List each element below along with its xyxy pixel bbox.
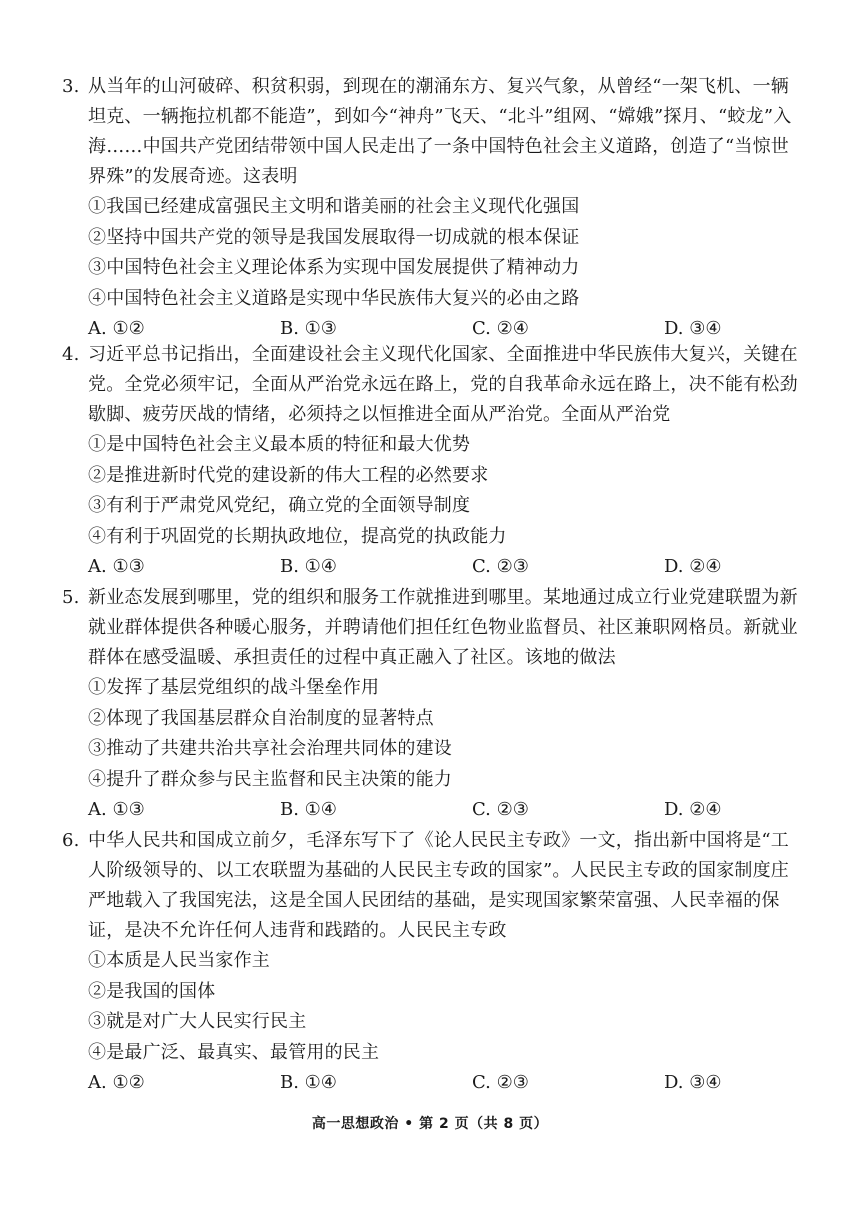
statement-3: ③就是对广大人民实行民主 bbox=[88, 1011, 307, 1032]
question-5 bbox=[62, 583, 802, 825]
option-c[interactable]: C. ②③ bbox=[472, 556, 529, 577]
statement-3: ③有利于严肃党风党纪，确立党的全面领导制度 bbox=[88, 495, 471, 516]
option-a[interactable]: A. ①② bbox=[88, 318, 145, 339]
statement-2: ②坚持中国共产党的领导是我国发展取得一切成就的根本保证 bbox=[88, 226, 580, 248]
question-text: 从当年的山河破碎、积贫积弱，到现在的潮涌东方、复兴气象，从曾经“一架飞机、一辆坦克、一辆拖拉机都不能造”，到如今“神舟”飞天、“北斗”组网、“嫦娥”探月、“蛟龙”入海……中国共产党团结带领中国人民走出了一条中国特色社会主义道路，创造了“当惊世界殊”的发展奇迹。这表明 bbox=[88, 76, 792, 187]
page-footer: 高一思想政治 • 第 2 页（共 8 页） bbox=[311, 1116, 549, 1132]
answer-options bbox=[62, 552, 802, 582]
question-text: 习近平总书记指出，全面建设社会主义现代化国家、全面推进中华民族伟大复兴，关键在党。全党必须牢记，全面从严治党永远在路上，党的自我革命永远在路上，决不能有松劲歇脚、疲劳厌战的情绪，必须持之以恒推进全面从严治党。全面从严治党 bbox=[88, 344, 798, 425]
option-c[interactable]: C. ②③ bbox=[472, 1072, 529, 1093]
option-d[interactable]: D. ③④ bbox=[664, 1072, 722, 1093]
option-b[interactable]: B. ①④ bbox=[280, 1072, 337, 1093]
answer-options bbox=[62, 795, 802, 825]
statement-1: ①本质是人民当家作主 bbox=[88, 950, 270, 971]
question-stem bbox=[62, 340, 802, 430]
answer-options bbox=[62, 1068, 802, 1098]
question-number: 4. bbox=[62, 344, 80, 365]
question-stem bbox=[62, 72, 802, 192]
option-a[interactable]: A. ①③ bbox=[88, 556, 145, 577]
question-text: 中华人民共和国成立前夕，毛泽东写下了《论人民民主专政》一文，指出新中国将是“工人阶级领导的、以工农联盟为基础的人民民主专政的国家”。人民民主专政的国家制度庄严地载入了我国宪法，这是全国人民团结的基础，是实现国家繁荣富强、人民幸福的保证，是决不允许任何人违背和践踏的。人民民主专政 bbox=[88, 830, 789, 941]
option-c[interactable]: C. ②④ bbox=[472, 318, 529, 339]
statement-2: ②是我国的国体 bbox=[88, 980, 216, 1002]
question-6 bbox=[62, 826, 802, 1098]
option-d[interactable]: D. ②④ bbox=[664, 799, 722, 820]
question-stem bbox=[62, 826, 802, 946]
statement-1: ①我国已经建成富强民主文明和谐美丽的社会主义现代化强国 bbox=[88, 196, 580, 217]
option-d[interactable]: D. ②④ bbox=[664, 556, 722, 577]
question-3 bbox=[62, 72, 802, 344]
statement-4: ④中国特色社会主义道路是实现中华民族伟大复兴的必由之路 bbox=[88, 287, 580, 309]
statement-3: ③推动了共建共治共享社会治理共同体的建设 bbox=[88, 738, 452, 759]
option-a[interactable]: A. ①② bbox=[88, 1072, 145, 1093]
question-number: 3. bbox=[62, 76, 80, 97]
option-d[interactable]: D. ③④ bbox=[664, 318, 722, 339]
statement-4: ④是最广泛、最真实、最管用的民主 bbox=[88, 1041, 380, 1063]
option-b[interactable]: B. ①④ bbox=[280, 799, 337, 820]
option-b[interactable]: B. ①③ bbox=[280, 318, 337, 339]
option-b[interactable]: B. ①④ bbox=[280, 556, 337, 577]
question-text: 新业态发展到哪里，党的组织和服务工作就推进到哪里。某地通过成立行业党建联盟为新就业群体提供各种暖心服务，并聘请他们担任红色物业监督员、社区兼职网格员。新就业群体在感受温暖、承担责任的过程中真正融入了社区。该地的做法 bbox=[88, 587, 798, 668]
question-number: 5. bbox=[62, 587, 80, 608]
statement-2: ②是推进新时代党的建设新的伟大工程的必然要求 bbox=[88, 464, 489, 486]
statement-2: ②体现了我国基层群众自治制度的显著特点 bbox=[88, 707, 434, 729]
statement-4: ④提升了群众参与民主监督和民主决策的能力 bbox=[88, 768, 452, 790]
statement-1: ①发挥了基层党组织的战斗堡垒作用 bbox=[88, 677, 380, 698]
question-stem bbox=[62, 583, 802, 673]
statement-3: ③中国特色社会主义理论体系为实现中国发展提供了精神动力 bbox=[88, 257, 580, 278]
question-number: 6. bbox=[62, 830, 80, 851]
option-c[interactable]: C. ②③ bbox=[472, 799, 529, 820]
option-a[interactable]: A. ①③ bbox=[88, 799, 145, 820]
statement-1: ①是中国特色社会主义最本质的特征和最大优势 bbox=[88, 434, 471, 455]
statement-4: ④有利于巩固党的长期执政地位，提高党的执政能力 bbox=[88, 525, 507, 547]
question-4 bbox=[62, 340, 802, 582]
